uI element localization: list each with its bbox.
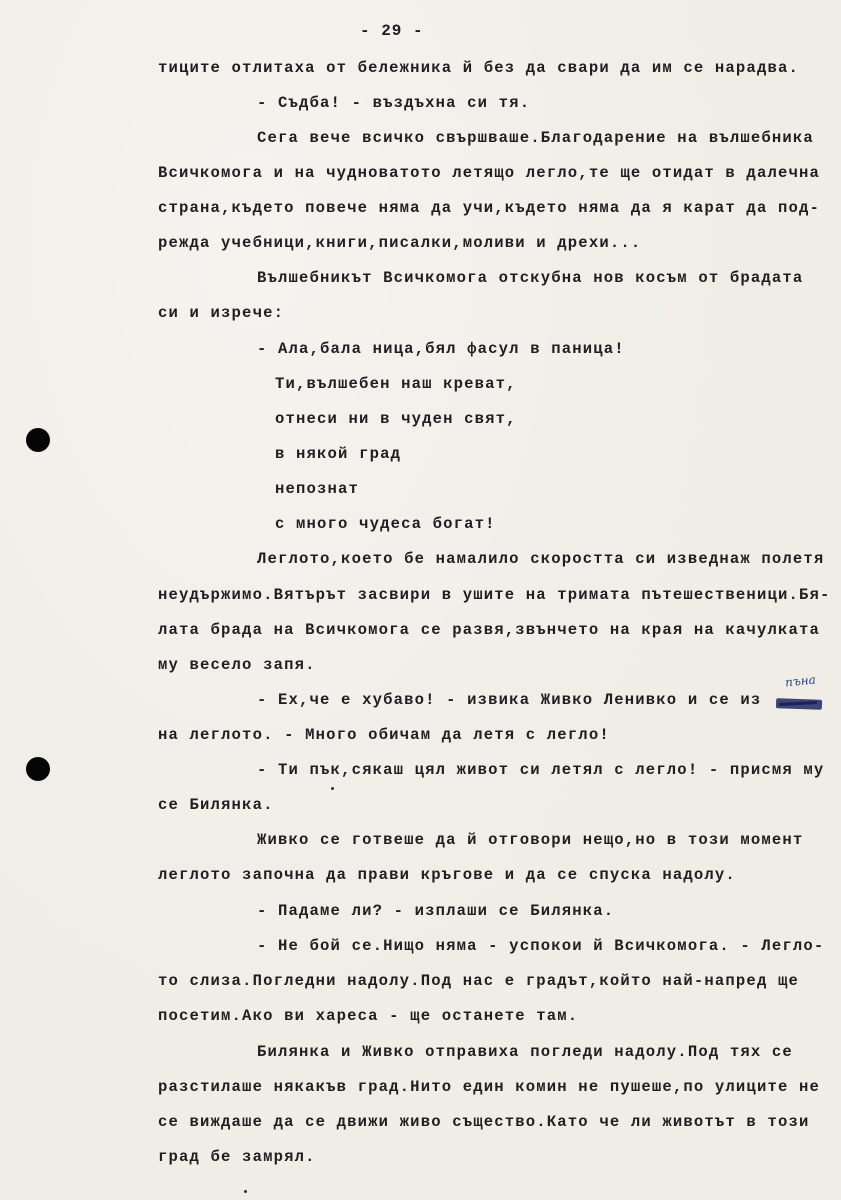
text-line: в някой град — [275, 445, 402, 463]
text-line: непознат — [275, 480, 360, 498]
text-line: град бе замрял. — [158, 1148, 316, 1166]
text-line: лата брада на Всичкомога се развя,звънчето на края на качулката — [158, 621, 820, 639]
text-line: му весело запя. — [158, 656, 316, 674]
text-line: разстилаше някакъв град.Нито един комин не пушеше,по улиците не — [158, 1078, 820, 1096]
text-line: - Съдба! - въздъхна си тя. — [257, 94, 531, 112]
text-line: Сега вече всичко свършваше.Благодарение на вълшебника — [257, 129, 814, 147]
text-line: тиците отлитаха от бележника й без да свари да им се нарадва. — [158, 59, 799, 77]
text-line: неудържимо.Вятърът засвири в ушите на тримата пътешественици.Бя- — [158, 586, 831, 604]
text-line: се виждаше да се движи живо същество.Като че ли животът в този — [158, 1113, 810, 1131]
text-line: Вълшебникът Всичкомога отскубна нов косъм от брадата — [257, 269, 804, 287]
page-number: - 29 - — [360, 22, 424, 40]
text-line: - Ти пък,сякаш цял живот си летял с легло! - присмя му — [257, 761, 825, 779]
ink-dot — [244, 1190, 247, 1193]
punch-hole-lower — [26, 757, 50, 781]
text-line: отнеси ни в чуден свят, — [275, 410, 517, 428]
text-line: страна,където повече няма да учи,където няма да я карат да под- — [158, 199, 820, 217]
text-line: посетим.Ако ви хареса - ще останете там. — [158, 1007, 579, 1025]
text-line: леглото започна да прави кръгове и да се спуска надолу. — [158, 866, 736, 884]
handwritten-correction: пъна — [784, 672, 817, 690]
ink-dot — [331, 787, 334, 790]
punch-hole-upper — [26, 428, 50, 452]
text-line: - Ех,че е хубаво! - извика Живко Ленивко и се из — [257, 691, 762, 709]
text-line: Всичкомога и на чудноватото летящо легло,те ще отидат в далечна — [158, 164, 820, 182]
text-line: режда учебници,книги,писалки,моливи и дрехи... — [158, 234, 642, 252]
text-line: Леглото,което бе намалило скоростта си изведнаж полетя — [257, 550, 825, 568]
text-line: Билянка и Живко отправиха погледи надолу.Под тях се — [257, 1043, 793, 1061]
text-line: то слиза.Погледни надолу.Под нас е градът,който най-напред ще — [158, 972, 799, 990]
text-line: - Ала,бала ница,бял фасул в паница! — [257, 340, 625, 358]
text-line: си и изрече: — [158, 304, 285, 322]
text-line: на леглото. - Много обичам да летя с легло! — [158, 726, 610, 744]
text-line: Живко се готвеше да й отговори нещо,но в този момент — [257, 831, 804, 849]
text-line: - Падаме ли? - изплаши се Билянка. — [257, 902, 615, 920]
text-line: с много чудеса богат! — [275, 515, 496, 533]
text-line: - Не бой се.Нищо няма - успокои й Всичкомога. - Легло- — [257, 937, 825, 955]
text-line: се Билянка. — [158, 796, 274, 814]
text-line: Ти,вълшебен наш креват, — [275, 375, 517, 393]
